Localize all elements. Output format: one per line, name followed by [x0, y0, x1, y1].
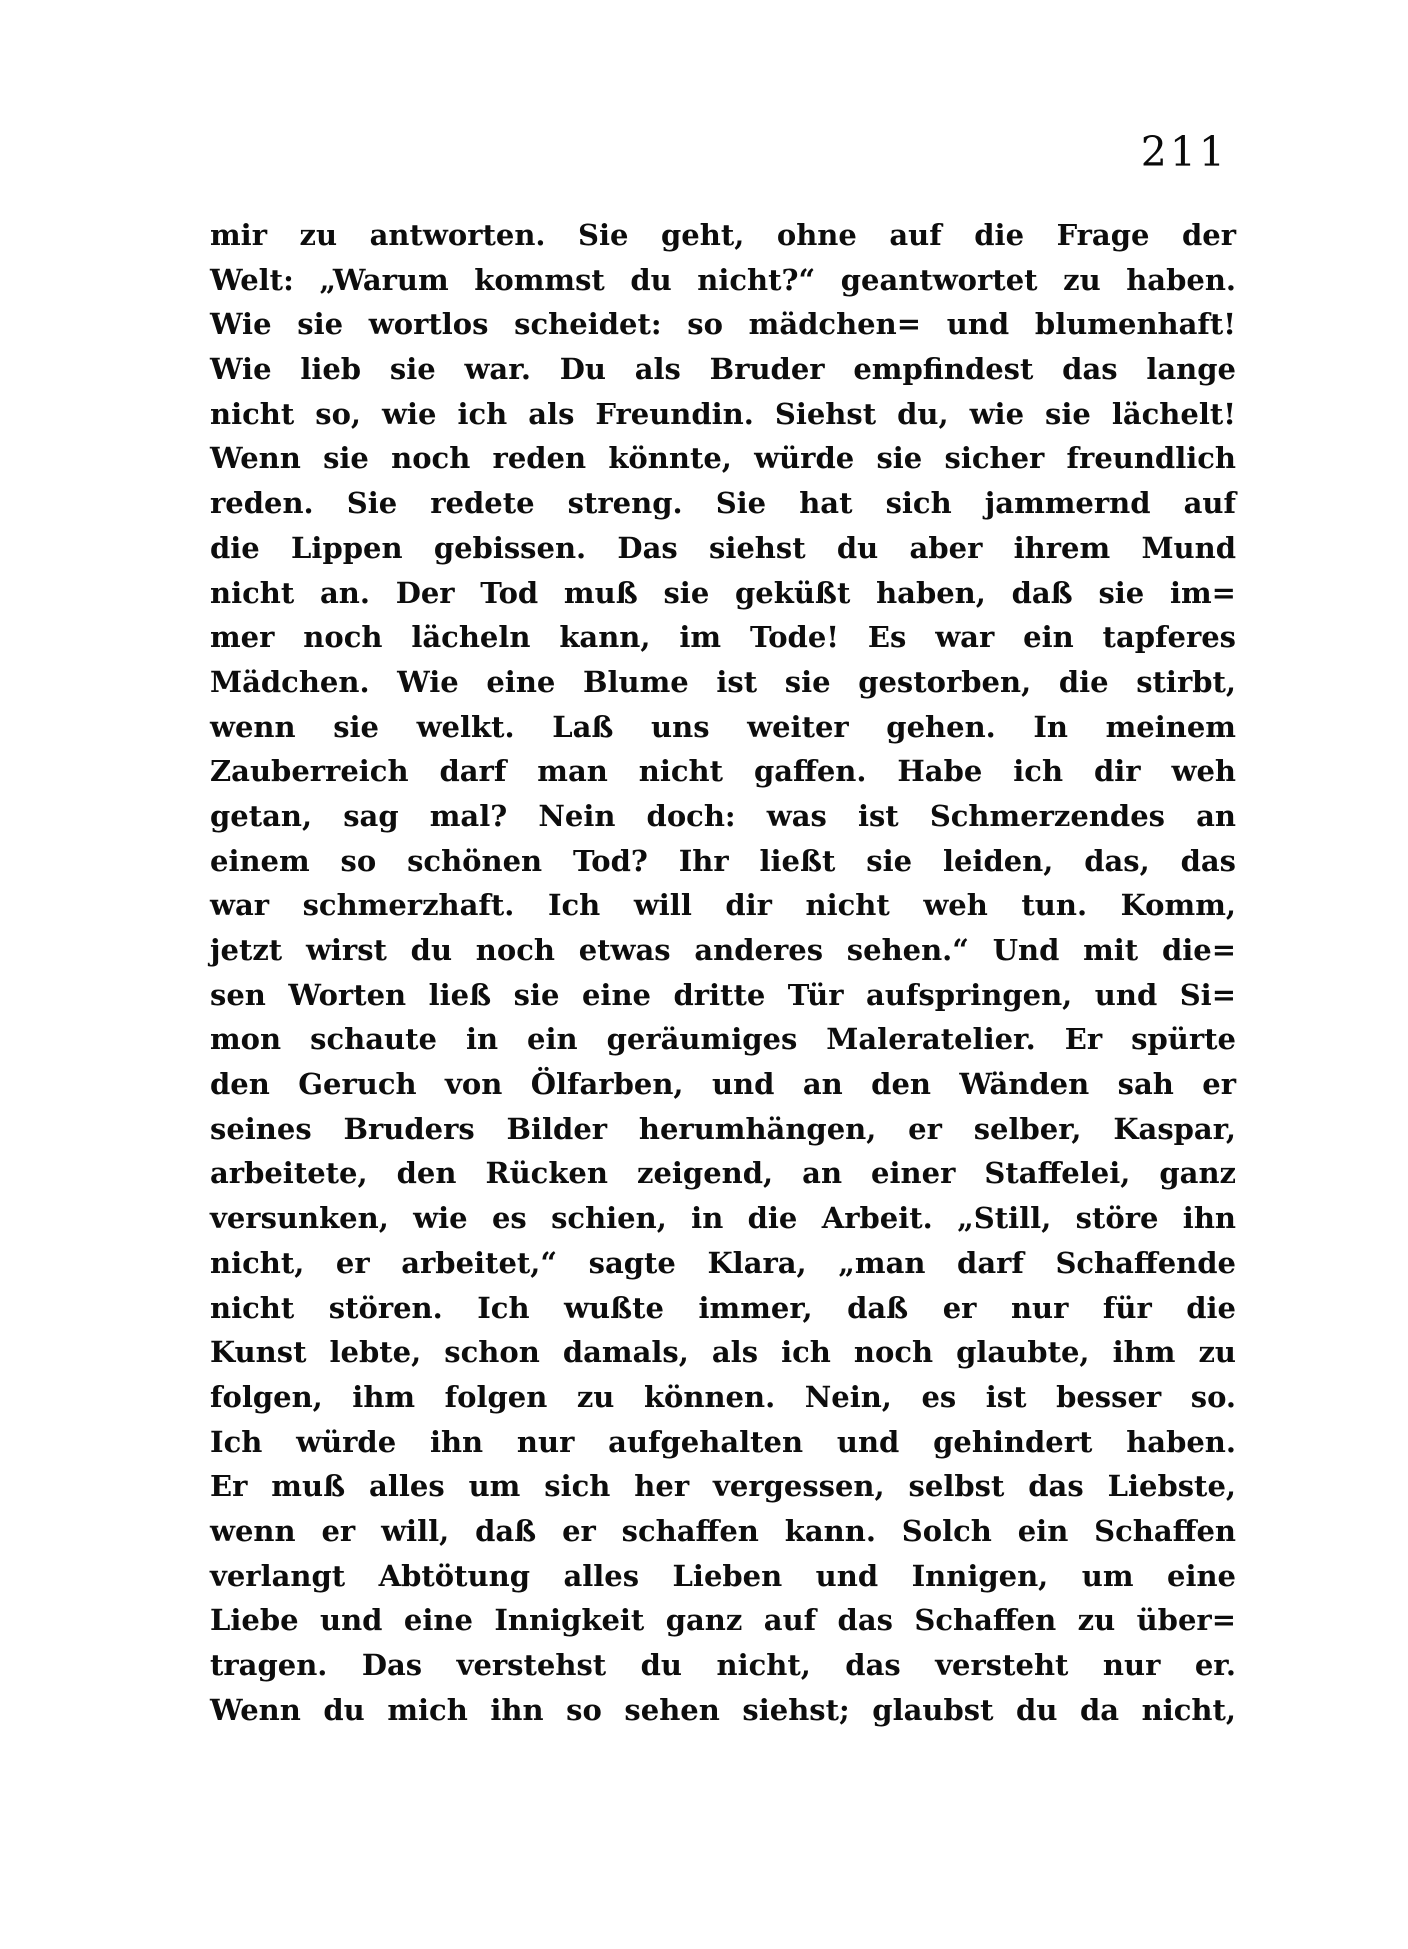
text-line: wenn er will, daß er schaffen kann. Solch ein Schaffen — [210, 1513, 1236, 1548]
text-line: einem so schönen Tod? Ihr ließt sie leiden, das, das — [210, 843, 1236, 878]
text-line: mon schaute in ein geräumiges Maleratelier. Er spürte — [210, 1022, 1236, 1057]
text-line: nicht an. Der Tod muß sie geküßt haben, daß sie im= — [210, 575, 1236, 610]
text-line: nicht so, wie ich als Freundin. Siehst du, wie sie lächelt! — [210, 396, 1236, 431]
text-line: arbeitete, den Rücken zeigend, an einer Staffelei, ganz — [210, 1156, 1236, 1191]
text-line: nicht stören. Ich wußte immer, daß er nur für die — [210, 1290, 1236, 1325]
page-text — [210, 213, 1236, 1732]
text-line: den Geruch von Ölfarben, und an den Wänden sah er — [210, 1067, 1236, 1102]
text-line: wenn sie welkt. Laß uns weiter gehen. In meinem — [210, 709, 1236, 744]
text-line: versunken, wie es schien, in die Arbeit. „Still, störe ihn — [210, 1201, 1236, 1236]
text-line: die Lippen gebissen. Das siehst du aber ihrem Mund — [210, 530, 1236, 565]
text-line: verlangt Abtötung alles Lieben und Innigen, um eine — [210, 1558, 1236, 1593]
page-number: 211 — [1140, 128, 1228, 176]
text-line: Liebe und eine Innigkeit ganz auf das Schaffen zu über= — [210, 1603, 1236, 1638]
text-line: Wenn du mich ihn so sehen siehst; glaubst du da nicht, — [210, 1692, 1236, 1727]
text-line: folgen, ihm folgen zu können. Nein, es ist besser so. — [210, 1379, 1236, 1414]
text-line: getan, sag mal? Nein doch: was ist Schmerzendes an — [210, 798, 1236, 833]
text-line: Er muß alles um sich her vergessen, selbst das Liebste, — [210, 1469, 1236, 1504]
text-line: nicht, er arbeitet,“ sagte Klara, „man darf Schaffende — [210, 1245, 1236, 1280]
text-line: Mädchen. Wie eine Blume ist sie gestorben, die stirbt, — [210, 664, 1236, 699]
text-line: Ich würde ihn nur aufgehalten und gehindert haben. — [210, 1424, 1236, 1459]
text-line: reden. Sie redete streng. Sie hat sich jammernd auf — [210, 486, 1236, 521]
text-line: jetzt wirst du noch etwas anderes sehen.“ Und mit die= — [210, 933, 1236, 967]
text-line: Wenn sie noch reden könnte, würde sie sicher freundlich — [210, 441, 1236, 476]
text-line: tragen. Das verstehst du nicht, das versteht nur er. — [210, 1648, 1236, 1682]
text-line: Kunst lebte, schon damals, als ich noch glaubte, ihm zu — [210, 1335, 1236, 1370]
text-line: Welt: „Warum kommst du nicht?“ geantwortet zu haben. — [210, 262, 1236, 297]
text-line: Wie sie wortlos scheidet: so mädchen= und blumenhaft! — [210, 307, 1236, 342]
text-line: mer noch lächeln kann, im Tode! Es war ein tapferes — [210, 620, 1236, 655]
text-line: war schmerzhaft. Ich will dir nicht weh tun. Komm, — [210, 888, 1236, 923]
text-line: seines Bruders Bilder herumhängen, er selber, Kaspar, — [210, 1111, 1236, 1146]
text-line: mir zu antworten. Sie geht, ohne auf die Frage der — [210, 218, 1236, 252]
text-line: Zauberreich darf man nicht gaffen. Habe ich dir weh — [210, 754, 1236, 789]
text-line: Wie lieb sie war. Du als Bruder empfindest das lange — [210, 352, 1236, 387]
text-line: sen Worten ließ sie eine dritte Tür aufspringen, und Si= — [210, 977, 1236, 1012]
